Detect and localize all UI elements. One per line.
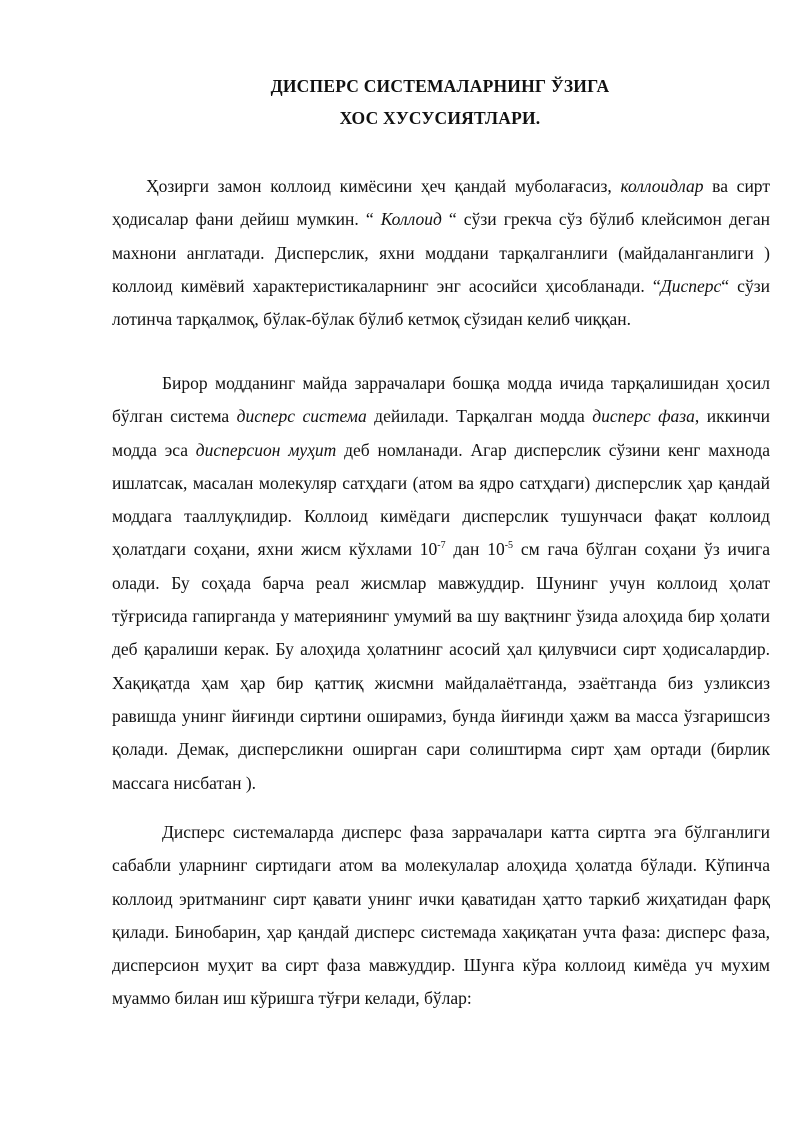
text-run: , иккинчи модда эса [112,406,770,460]
italic-term-dispers: Дисперс [660,275,722,296]
paragraph-2 [112,367,770,800]
italic-term-disperse-system: дисперс система [236,406,367,427]
text-run: Дисперс системаларда дисперс фаза заррачалари катта сиртга эга бўлганлиги сабабли уларнинг сиртидаги атом ва молекулалар алоҳида ҳолатда бўлади. Кўпинча коллоид эритманинг сирт қавати унинг ички қаватидан ҳатто таркиб жиҳатидан фарқ қилади. Бинобарин, ҳар қандай дисперс системада хақиқатан учта фаза: дисперс фаза, дисперсион муҳит ва сирт фаза мавжуддир. Шунга кўра коллоид кимёда уч мухим муаммо билан иш кўришга тўғри келади, бўлар: [112,822,770,1009]
text-run: “ сўзи грекча сўз бўлиб клейсимон деган махнони англатади. Дисперслик, яхни моддани тарқалганлиги (майдаланганлиги ) коллоид кимёвий характеристикаларнинг энг асосийси ҳисобланади. “ [112,209,770,296]
text-run: дейилади. Тарқалган модда [366,406,593,427]
text-run: деб номланади. Агар дисперслик сўзини кенг махнода ишлатсак, масалан молекуляр сатҳдаги (атом ва ядро сатҳдаги) дисперслик ҳар қандай моддага тааллуқлидир. Коллоид кимёдаги дисперслик тушунчаси фақат коллоид ҳолатдаги соҳани, яхни жисм кўхлами 10 [112,439,771,560]
text-run: дан 10 [445,539,505,560]
italic-term-dispersion-medium: дисперсион муҳит [195,439,337,460]
text-run: см гача бўлган соҳани ўз ичига олади. Бу соҳада барча реал жисмлар мавжуддир. Шунинг учун коллоид ҳолат тўғрисида гапирганда у материянинг умумий ва шу вақтнинг ўзида алоҳида бир ҳолати деб қаралиши керак. Бу алоҳида ҳолатнинг асосий ҳал қилувчиси сирт ҳодисалардир. Хақиқатда ҳам ҳар бир қаттиқ жисмни майдалаётганда, эзаётганда биз узликсиз равишда унинг йиғинди сиртини оширамиз, бунда йиғинди ҳажм ва масса ўзгаришсиз қолади. Демак, дисперсликни оширган сари солиштирма сирт ҳам ортади (бирлик массага нисбатан ). [112,539,770,793]
italic-term-colloid: Коллоид [380,209,442,230]
exponent: -5 [504,540,514,552]
text-run: Бирор модданинг майда заррачалари бошқа модда ичида тарқалишидан ҳосил бўлган система [112,373,770,427]
exponent: -7 [437,540,446,552]
text-run: ва сирт ҳодисалар фани дейиш мумкин. “ [112,176,770,230]
text-run: Ҳозирги замон коллоид кимёсини ҳеч қандай муболағасиз, [146,176,621,196]
paragraph-3 [112,816,770,1016]
italic-term-disperse-phase: дисперс фаза [592,406,695,427]
document-title-line-1: ДИСПЕРС СИСТЕМАЛАРНИНГ ЎЗИГА [270,76,610,96]
document-title-line-2: ХОС ХУСУСИЯТЛАРИ. [339,108,541,128]
text-run: “ сўзи лотинча тарқалмоқ, бўлак-бўлак бўлиб кетмоқ сўзидан келиб чиққан. [112,275,770,330]
paragraph-1 [112,170,770,336]
italic-term-colloids: коллоидлар [620,176,704,196]
